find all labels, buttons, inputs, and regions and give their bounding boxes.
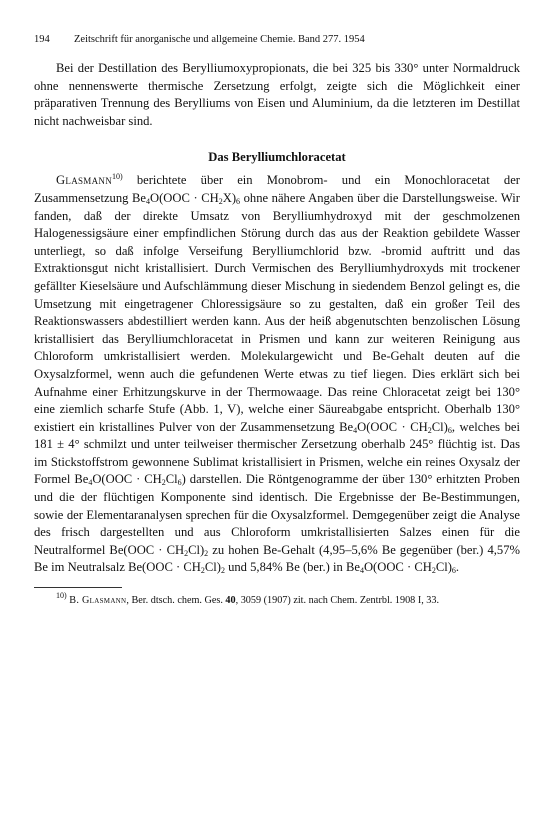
page-number: 194 [34,34,50,45]
footnote-mark: 10) [56,591,67,601]
section-title: Das Berylliumchloracetat [208,150,346,165]
page-header [34,33,520,47]
body-paragraph: Glasmann$^{10)}$ berichtete über ein Monobrom- und ein Monochloracetat der Zusammensetzung $Be_4O(OOC \cdot CH_2X)_6$ ohne nähere Angaben über die Darstellungsweise. Wir fanden, daß der direkte Umsatz von Berylliumhydroxyd mit der geschmolzenen Halogenessigsäure einer empfindlichen Störung durch das aus der Reaktion gebildete Wasser unterliegt, so daß infolge Verseifung Berylliumchlorid bzw. -bromid auftritt und das Extraktionsgut nicht kristallisiert. Durch Vermischen des Berylliumhydroxyds mit trockener gefällter Kieselsäure und Aufschlämmung dieser Mischung in siedendem Benzol gelingt es, die Umsetzung mit eingetragener Chloressigsäure so zu gestalten, daß ein großer Teil des Reaktionswassers abdestilliert werden kann. Aus der heiß abgenutschten benzolischen Lösung kristallisiert das Berylliumchloracetat in Prismen und kann zur weiteren Reinigung aus Chloroform umkristallisiert werden. Molekulargewicht und Be-Gehalt deuten auf die Oxysalzformel, wenn auch die gefundenen Werte etwas zu tief liegen. Dies erklärt sich bei Aufnahme einer Erhitzungskurve in der Thermowaage. Das reine Chloracetat zeigt bei 130° eine ziemlich scharfe Stufe (Abb. 1, V), welche einer Säureabgabe entspricht. Oberhalb 130° existiert ein kristallines Pulver von der Zusammensetzung $Be_4O(OOC \cdot CH_2Cl)_6$, welches bei 181 ± 4° schmilzt und unter teilweiser thermischer Zersetzung oberhalb 245° flüchtig ist. Das im Stickstoffstrom gewonnene Sublimat kristallisiert in Prismen, welche ein reines Oxysalz der Formel $Be_4O(OOC \cdot CH_2Cl_6)$ darstellen. Die Röntgenogramme der über 130° erhitzten Proben und die der flüchtigen Komponente sind identisch. Die Ergebnisse der Be-Bestimmungen, sowie der Elementaranalysen sprechen für die Oxysalzformel. Demgegenüber zeigt die Analyse des frisch dargestellten und aus Chloroform umkristallisierten Salzes einen für die Neutralformel $Be(OOC \cdot CH_2Cl)_2$ zu hohen Be-Gehalt (4,95–5,6% Be gegenüber (ber.) 4,57% Be im Neutralsalz $Be(OOC \cdot CH_2Cl)_2$ und 5,84% Be (ber.) in $Be_4O(OOC \cdot CH_2Cl)_6$. [34,172,520,576]
footnote-volume: 40 [225,595,236,607]
page [34,33,520,608]
intro-paragraph: Bei der Destillation des Berylliumoxypropionats, die bei 325 bis 330° unter Normaldruck ohne nennenswerte thermische Zersetzung erfolgt, zeigte sich die Möglichkeit einer präparativen Trennung des Berylliums von Eisen und Aluminium, da die letzteren im Destillat nicht nachweisbar sind. [34,61,520,128]
running-title: Zeitschrift für anorganische und allgemeine Chemie. Band 277. 1954 [74,34,365,45]
author-name: Glasmann [56,173,112,188]
footnote: $^{10)}$ B. Glasmann, Ber. dtsch. chem. Ges. 40, 3059 (1907) zit. nach Chem. Zentrbl. 1908 I, 33. [56,591,440,607]
footnote-divider [34,587,122,588]
footnote-ref: 10) [112,172,123,182]
footnote-author: B. Glasmann [69,595,127,607]
